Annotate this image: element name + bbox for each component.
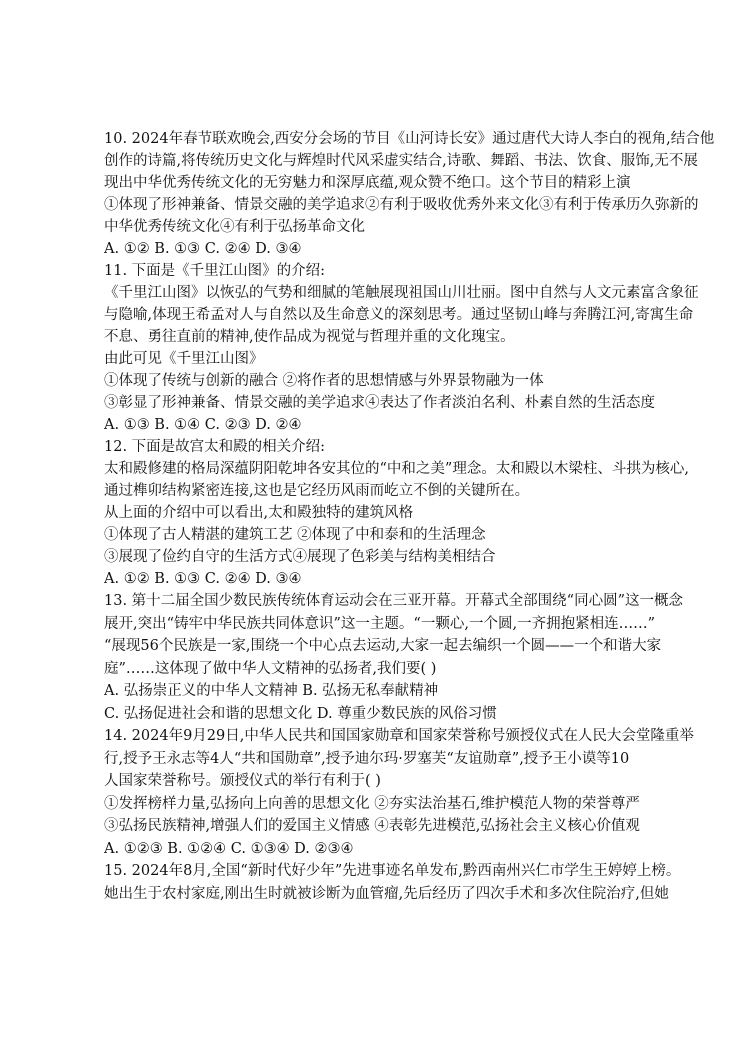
question-12 bbox=[104, 436, 744, 590]
question-stem-line: 现出中华优秀传统文化的无穷魅力和深厚底蕴,观众赞不绝口。这个节目的精彩上演 bbox=[104, 175, 631, 191]
question-stem-line: 14. 2024年9月29日,中华人民共和国国家勋章和国家荣誉称号颁授仪式在人民大会堂隆重举 bbox=[104, 728, 694, 744]
question-stem-line: 创作的诗篇,将传统历史文化与辉煌时代风采虚实结合,诗歌、舞蹈、书法、饮食、服饰,无不展 bbox=[104, 153, 698, 169]
statement-line: ③彰显了形神兼备、情景交融的美学追求④表达了作者淡泊名利、朴素自然的生活态度 bbox=[104, 395, 655, 411]
question-13 bbox=[104, 590, 744, 725]
question-stem-line: 从上面的介绍中可以看出,太和殿独特的建筑风格 bbox=[104, 505, 414, 521]
question-stem-line: 10. 2024年春节联欢晚会,西安分会场的节目《山河诗长安》通过唐代大诗人李白的视角,结合他 bbox=[104, 131, 715, 147]
statement-line: ①发挥榜样力量,弘扬向上向善的思想文化 ②夯实法治基石,维护模范人物的荣誉尊严 bbox=[104, 795, 640, 812]
question-stem-line: 15. 2024年8月,全国“新时代好少年”先进事迹名单发布,黔西南州兴仁市学生王婷婷上榜。 bbox=[104, 863, 681, 879]
answer-options: A. 弘扬崇正义的中华人文精神 B. 弘扬无私奉献精神 bbox=[104, 683, 439, 699]
statement-line: 中华优秀传统文化④有利于弘扬革命文化 bbox=[104, 219, 365, 235]
question-stem-line: 不息、勇往直前的精神,使作品成为视觉与哲理并重的文化瑰宝。 bbox=[104, 329, 515, 345]
answer-options: A. ①②③ B. ①②④ C. ①③④ D. ②③④ bbox=[104, 840, 354, 857]
question-stem-line: 行,授予王永志等4人“共和国勋章”,授予迪尔玛·罗塞芙“友谊勋章”,授予王小谟等10 bbox=[104, 750, 630, 767]
question-stem-line: 通过榫卯结构紧密连接,这也是它经历风雨而屹立不倒的关键所在。 bbox=[104, 483, 530, 499]
exam-page bbox=[104, 128, 744, 905]
statement-line: ③弘扬民族精神,增强人们的爱国主义情感 ④表彰先进模范,弘扬社会主义核心价值观 bbox=[104, 818, 640, 834]
question-stem-line: “展现56个民族是一家,围绕一个中心点去运动,大家一起去编织一个圆——一个和谐大家 bbox=[104, 638, 662, 654]
question-stem-line: 13. 第十二届全国少数民族传统体育运动会在三亚开幕。开幕式全部围绕“同心圆”这一概念 bbox=[104, 593, 683, 609]
question-stem-line: 由此可见《千里江山图》 bbox=[104, 351, 264, 367]
question-stem-line: 太和殿修建的格局深蕴阴阳乾坤各安其位的“中和之美”理念。太和殿以木梁柱、斗拱为核心, bbox=[104, 461, 689, 477]
question-14 bbox=[104, 725, 744, 860]
statement-line: ①体现了传统与创新的融合 ②将作者的思想情感与外界景物融为一体 bbox=[104, 373, 544, 389]
answer-options: A. ①② B. ①③ C. ②④ D. ③④ bbox=[104, 571, 302, 587]
question-stem-line: 她出生于农村家庭,刚出生时就被诊断为血管瘤,先后经历了四次手术和多次住院治疗,但她 bbox=[104, 885, 669, 902]
statement-line: ①体现了古人精湛的建筑工艺 ②体现了中和泰和的生活理念 bbox=[104, 527, 486, 543]
question-15 bbox=[104, 860, 744, 905]
statement-line: ③展现了俭约自守的生活方式④展现了色彩美与结构美相结合 bbox=[104, 549, 496, 565]
answer-options: C. 弘扬促进社会和谐的思想文化 D. 尊重少数民族的风俗习惯 bbox=[104, 705, 497, 722]
question-10 bbox=[104, 128, 744, 260]
statement-line: ①体现了形神兼备、情景交融的美学追求②有利于吸收优秀外来文化③有利于传承历久弥新的 bbox=[104, 197, 699, 213]
question-stem-line: 11. 下面是《千里江山图》的介绍: bbox=[104, 263, 326, 279]
question-stem-line: 12. 下面是故宫太和殿的相关介绍: bbox=[104, 439, 326, 455]
question-stem-line: 人国家荣誉称号。颁授仪式的举行有利于( ) bbox=[104, 773, 381, 789]
answer-options: A. ①③ B. ①④ C. ②③ D. ②④ bbox=[104, 417, 302, 433]
question-stem-line: 展开,突出“铸牢中华民族共同体意识”这一主题。“一颗心,一个圆,一齐拥抱紧相连……” bbox=[104, 615, 655, 632]
question-stem-line: 《千里江山图》以恢弘的气势和细腻的笔触展现祖国山川壮丽。图中自然与人文元素富含象征 bbox=[104, 285, 699, 301]
answer-options: A. ①② B. ①③ C. ②④ D. ③④ bbox=[104, 241, 302, 257]
question-stem-line: 庭”……这体现了做中华人文精神的弘扬者,我们要( ) bbox=[104, 660, 437, 677]
question-stem-line: 与隐喻,体现王希孟对人与自然以及生命意义的深刻思考。通过坚韧山峰与奔腾江河,寄寓生命 bbox=[104, 307, 694, 323]
question-11 bbox=[104, 260, 744, 436]
